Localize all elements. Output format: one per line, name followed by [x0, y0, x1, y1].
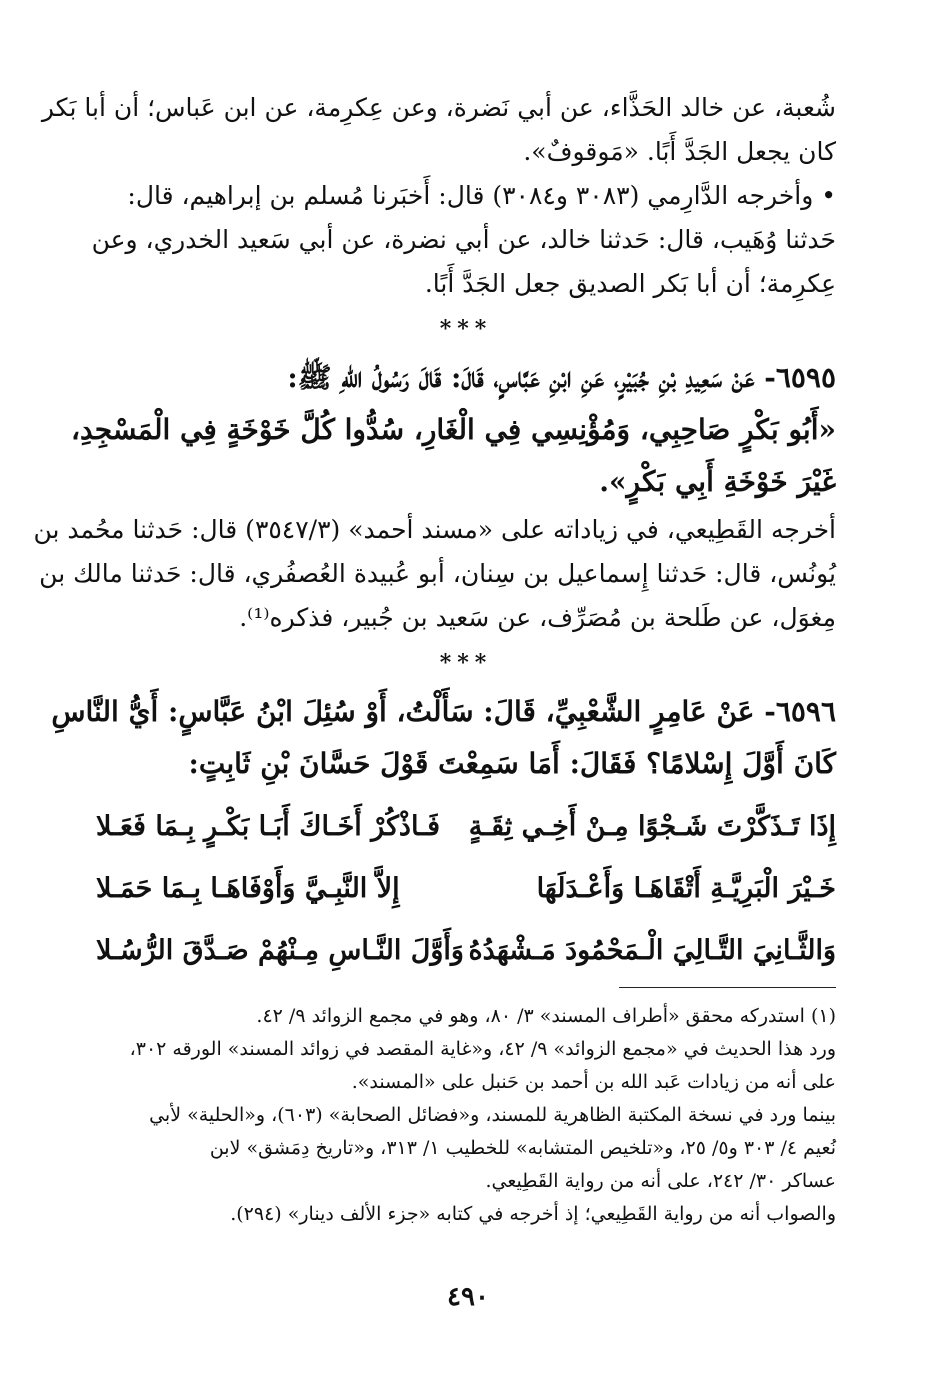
text-line: أخرجه القَطِيعي، في زياداته على «مسند أحمد» (٣٥٤٧/٣) قال: حَدثنا محُمد بن	[33, 515, 836, 544]
paragraph-darimi	[91, 174, 836, 306]
page-number: ٤٩٠	[447, 1282, 489, 1312]
text-line: يُونُس، قال: حَدثنا إِسماعيل بن سِنان، أبو عُبيدة العُصفُري، قال: حَدثنا مالك بن	[39, 559, 836, 588]
footnote-line: والصواب أنه من رواية القَطِيعي؛ إذ أخرجه في كتابه «جزء الألف دينار» (٢٩٤).	[230, 1203, 836, 1225]
text-line: عِكرِمة؛ أن أبا بَكر الصديق جعل الجَدَّ أَبًا.	[424, 269, 836, 298]
footnote-divider	[619, 987, 836, 988]
paragraph-continuation	[41, 86, 836, 174]
verse-first-hemistich: خَـيْرَ الْبَرِيَّـةِ أَتْقَاهَـا وَأَعْـدَلَهَا	[536, 873, 836, 904]
hadith-line: غَيْرَ خَوْخَةِ أَبِي بَكْرٍ».	[599, 465, 836, 498]
hadith-6595	[71, 352, 836, 508]
hadith-line: ٦٥٩٦- عَنْ عَامِرٍ الشَّعْبِيِّ، قَالَ: سَأَلْتُ، أَوْ سُئِلَ ابْنُ عَبَّاسٍ: أَيُّ النَّاسِ	[51, 695, 836, 728]
text-line: • وأخرجه الدَّارِمي (٣٠٨٣ و٣٠٨٤) قال: أَخبَرنا مُسلم بن إبراهيم، قال:	[127, 181, 836, 210]
poem-verse	[96, 796, 836, 858]
verse-first-hemistich: وَالثَّـانِيَ التَّـالِيَ الْـمَحْمُودَ مَـشْهَدُهُ	[468, 935, 836, 966]
footnote-line: (١) استدركه محقق «أطراف المسند» ٣/ ٨٠، وهو في مجمع الزوائد ٩/ ٤٢.	[256, 1005, 836, 1027]
footnote-line: على أنه من زيادات عَبد الله بن أحمد بن حَنبل على «المسند».	[351, 1071, 836, 1093]
poem-verse	[96, 920, 836, 982]
hadith-line: «أَبُو بَكْرٍ صَاحِبِي، وَمُؤْنِسِي فِي الْغَارِ، سُدُّوا كُلَّ خَوْخَةٍ فِي الْمَسْجِدِ،	[71, 413, 836, 446]
verse-second-hemistich: وَأَوَّلَ النَّـاسِ مِـنْهُمْ صَـدَّقَ الرُّسُـلا	[96, 935, 464, 966]
text-line: كان يجعل الجَدَّ أَبًا. «مَوقوفٌ».	[523, 137, 836, 166]
section-separator: ***	[439, 316, 493, 342]
section-separator: ***	[439, 650, 493, 676]
text-line: مِغوَل، عن طَلحة بن مُصَرِّف، عن سَعيد بن جُبير، فذكره⁽¹⁾.	[239, 603, 836, 632]
footnotes	[96, 1000, 836, 1231]
paragraph-qatii	[33, 508, 836, 640]
footnote-line: ورد هذا الحديث في «مجمع الزوائد» ٩/ ٤٢، و«غاية المقصد في زوائد المسند» الورقه ٣٠٢،	[129, 1038, 836, 1060]
verse-second-hemistich: فَـاذْكُرْ أَخَـاكَ أَبَـا بَكْـرٍ بِـمَا فَعَـلا	[96, 811, 440, 842]
footnote-line: بينما ورد في نسخة المكتبة الظاهرية للمسند، و«فضائل الصحابة» (٦٠٣)، و«الحلية» لأبي	[149, 1104, 836, 1126]
hadith-line: كَانَ أَوَّلَ إِسْلامًا؟ فَقَالَ: أَمَا سَمِعْتَ قَوْلَ حَسَّانَ بْنِ ثَابِتٍ:	[188, 747, 836, 780]
footnote-line: نُعيم ٤/ ٣٠٣ و٥/ ٢٥، و«تلخيص المتشابه» للخطيب ١/ ٣١٣، و«تاريخ دِمَشق» لابن	[209, 1137, 836, 1159]
text-line: حَدثنا وُهَيب، قال: حَدثنا خالد، عن أبي نضرة، عن أبي سَعيد الخدري، وعن	[91, 225, 836, 254]
verse-first-hemistich: إِذَا تَـذَكَّرْتَ شَـجْوًا مِـنْ أَخِـي ثِقَـةٍ	[468, 811, 836, 842]
poem-verse	[96, 858, 836, 920]
poem	[96, 796, 836, 982]
text-line: شُعبة، عن خالد الحَذَّاء، عن أبي نَضرة، وعن عِكرِمة، عن ابن عَباس؛ أن أبا بَكر	[41, 93, 836, 122]
main-text	[33, 86, 836, 982]
footnote-line: عساكر ٣٠/ ٢٤٢، على أنه من رواية القَطِيعي.	[485, 1170, 836, 1192]
verse-second-hemistich: إِلاَّ النَّبِـيَّ وَأَوْفَاهَـا بِـمَا حَمَـلا	[96, 873, 400, 904]
hadith-6596	[51, 686, 836, 790]
hadith-line: ٦٥٩٥- عَنْ سَعِيدِ بْنِ جُبَيْرٍ، عَنِ ابْنِ عَبَّاسٍ، قَالَ: قَالَ رَسُولُ اللهِ ﷺ:	[287, 361, 836, 394]
